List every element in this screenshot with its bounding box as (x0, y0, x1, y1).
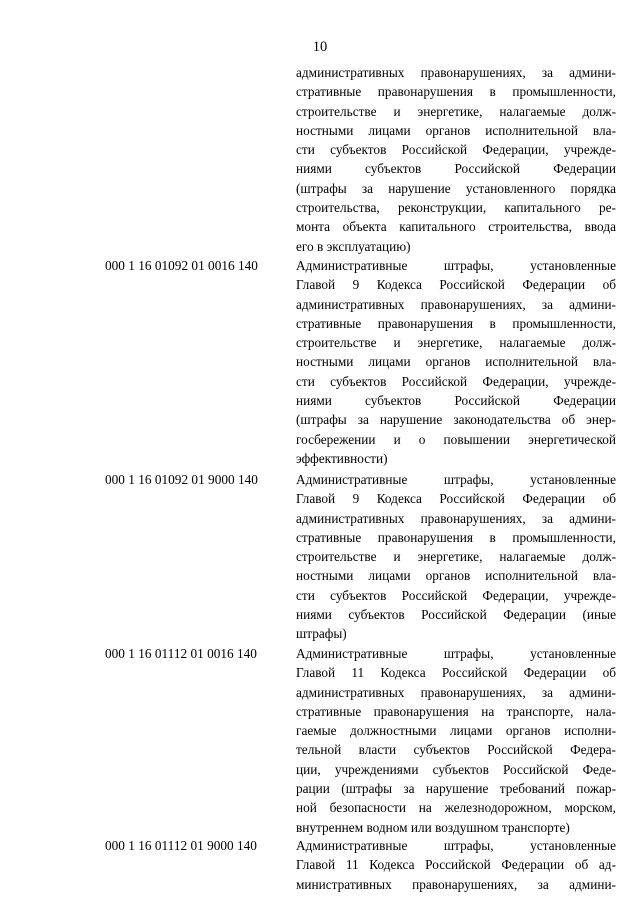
description-line: ниями субъектов Российской Федерации (иные (296, 607, 616, 623)
description-line: монта объекта капитального строительства, ввода (296, 219, 616, 235)
description-line: внутреннем водном или воздушном транспорте) (296, 819, 570, 835)
description-line: эффективности) (296, 450, 388, 466)
description-line: госбережении и о повышении энергетической (296, 431, 616, 447)
description-line: Главой 9 Кодекса Российской Федерации об (296, 491, 616, 507)
description-line: стративные правонарушения в промышленности, (296, 315, 616, 331)
description-line: Административные штрафы, установленные (296, 838, 616, 853)
entry-description (296, 836, 616, 894)
description-line: тельной власти субъектов Российской Федера- (296, 742, 616, 758)
entry-description (296, 256, 616, 468)
description-line: сти субъектов Российской Федерации, учрежде- (296, 142, 616, 158)
description-line: административных правонарушениях, за админи- (296, 684, 616, 700)
description-line: стративные правонарушения в промышленности, (296, 84, 616, 100)
description-line: ностными лицами органов исполнительной вла- (296, 122, 616, 138)
description-line: Административные штрафы, установленные (296, 258, 616, 273)
description-line: его в эксплуатацию) (296, 238, 411, 254)
description-line: ниями субъектов Российской Федерации (296, 393, 616, 409)
description-line: рации (штрафы за нарушение требований пожар- (296, 781, 616, 797)
description-line: ной безопасности на железнодорожном, морском, (296, 800, 616, 816)
description-line: министративных правонарушениях, за админи- (296, 876, 616, 892)
budget-code: 000 1 16 01112 01 9000 140 (105, 838, 257, 853)
description-line: административных правонарушениях, за админи- (296, 65, 616, 80)
description-line: ностными лицами органов исполнительной вла- (296, 568, 616, 584)
description-line: (штрафы за нарушение установленного порядка (296, 180, 616, 196)
description-line: Главой 9 Кодекса Российской Федерации об (296, 277, 616, 293)
description-line: гаемые должностными лицами органов исполни- (296, 723, 616, 739)
description-line: Административные штрафы, установленные (296, 472, 616, 487)
description-line: строительстве и энергетике, налагаемые долж- (296, 549, 616, 565)
description-line: Главой 11 Кодекса Российской Федерации об ад- (296, 857, 616, 873)
description-line: ностными лицами органов исполнительной вла- (296, 354, 616, 370)
description-line: административных правонарушениях, за админи- (296, 510, 616, 526)
description-line: штрафы) (296, 626, 347, 642)
description-line: Главой 11 Кодекса Российской Федерации об (296, 665, 616, 681)
entry-description (296, 63, 616, 256)
description-line: строительстве и энергетике, налагаемые долж- (296, 335, 616, 351)
entry-description (296, 470, 616, 644)
description-line: строительства, реконструкции, капитального ре- (296, 200, 616, 216)
description-line: административных правонарушениях, за админи- (296, 296, 616, 312)
budget-code: 000 1 16 01092 01 9000 140 (105, 472, 258, 487)
budget-code: 000 1 16 01092 01 0016 140 (105, 258, 258, 273)
description-line: ниями субъектов Российской Федерации (296, 161, 616, 177)
page-number: 10 (312, 39, 328, 55)
description-line: ции, учреждениями субъектов Российской Феде- (296, 761, 616, 777)
entry-description (296, 644, 616, 837)
description-line: сти субъектов Российской Федерации, учрежде- (296, 373, 616, 389)
description-line: строительстве и энергетике, налагаемые долж- (296, 103, 616, 119)
budget-code: 000 1 16 01112 01 0016 140 (105, 646, 257, 661)
description-line: Административные штрафы, установленные (296, 646, 616, 661)
description-line: сти субъектов Российской Федерации, учрежде- (296, 587, 616, 603)
description-line: стративные правонарушения в промышленности, (296, 529, 616, 545)
description-line: (штрафы за нарушение законодательства об энер- (296, 412, 616, 428)
description-line: стративные правонарушения на транспорте, нала- (296, 703, 616, 719)
